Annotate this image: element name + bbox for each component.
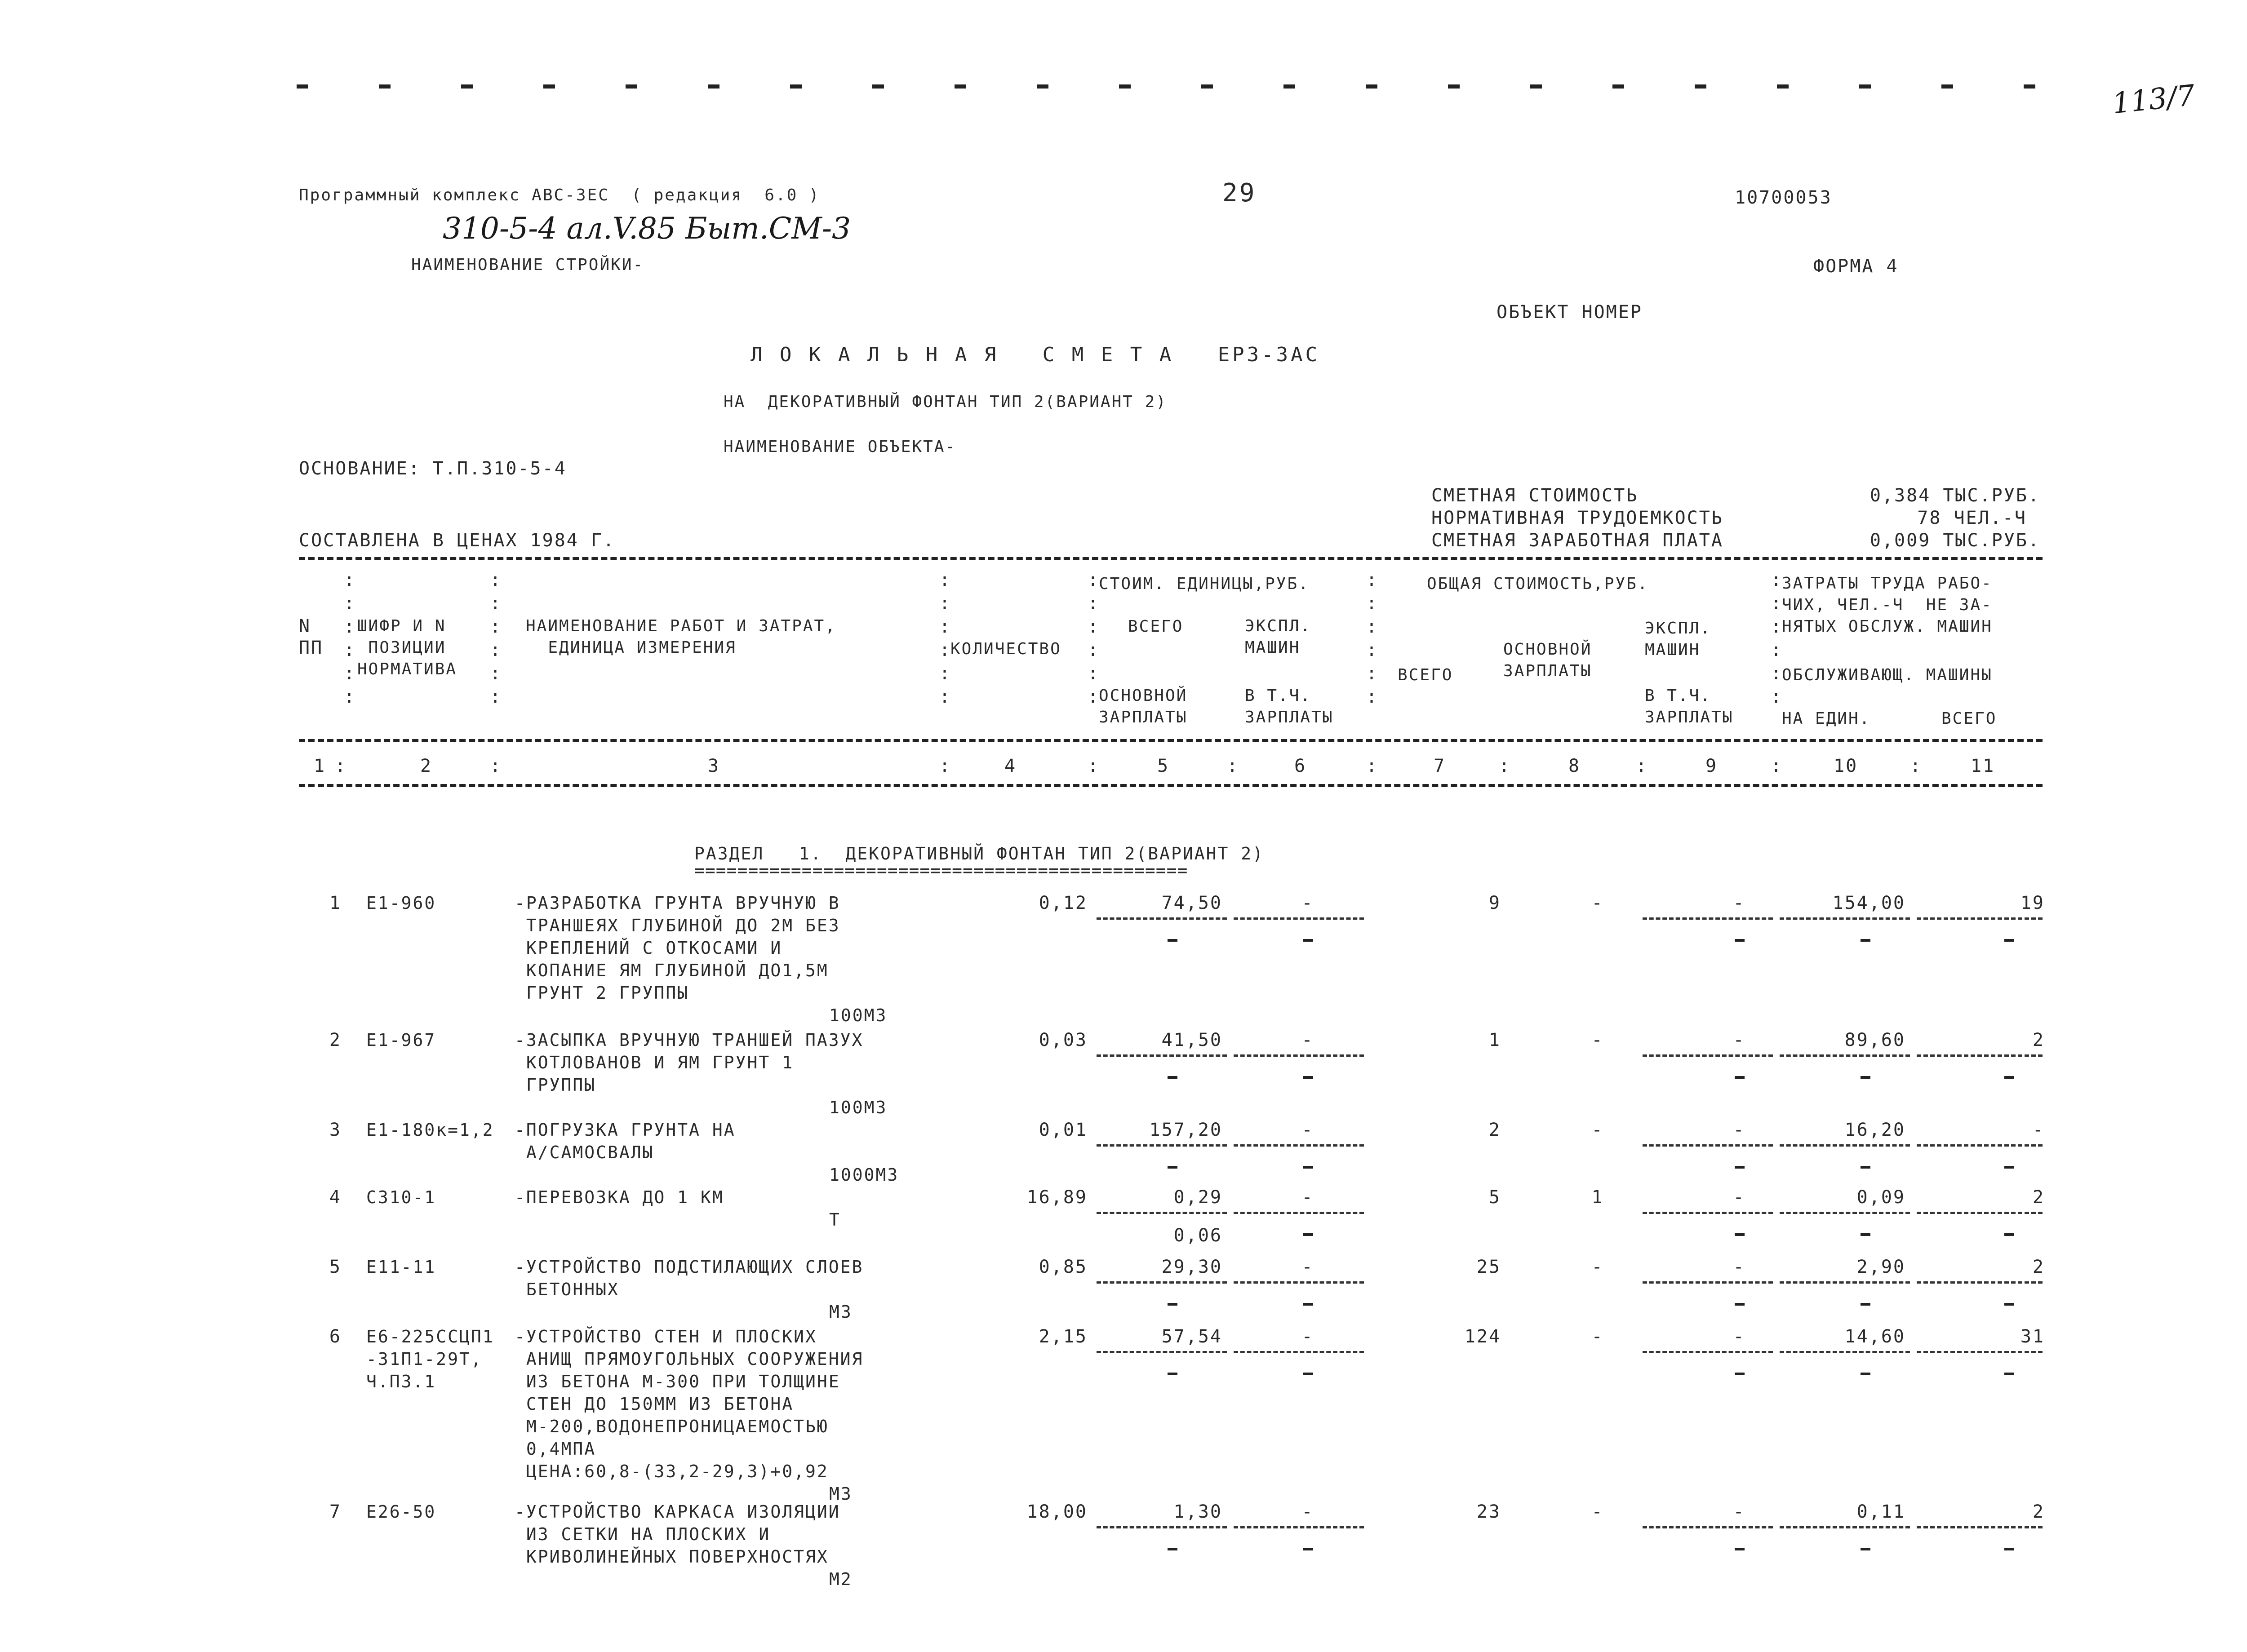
header-rule-bottom <box>299 784 2043 787</box>
row-subline <box>1643 1281 1773 1284</box>
row-placeholder-dash <box>2004 1548 2014 1550</box>
col-sep: : <box>1088 756 1100 776</box>
col-sep: : <box>1910 756 1923 776</box>
perforation-tick <box>297 84 308 89</box>
perforation-tick <box>708 84 719 89</box>
row-description: -УСТРОЙСТВО ПОДСТИЛАЮЩИХ СЛОЕВ БЕТОННЫХ <box>515 1257 864 1299</box>
header-total-all: ВСЕГО <box>1398 666 1453 684</box>
row-unit-price: 74,50 <box>1161 893 1222 913</box>
row-total-machines: - <box>1733 1326 1745 1347</box>
row-labor-total: 19 <box>2020 893 2045 913</box>
col-sep: : : : : : : <box>490 570 502 707</box>
row-number: 1 <box>329 893 342 913</box>
row-number: 3 <box>329 1120 342 1140</box>
row-unit-machines: - <box>1301 1187 1314 1208</box>
row-labor-per-unit: 0,09 <box>1856 1187 1905 1208</box>
row-subline <box>1780 917 1910 920</box>
col-number: 10 <box>1834 756 1858 776</box>
row-placeholder-dash <box>1735 1548 1745 1550</box>
row-total-base-wage: - <box>1591 1326 1604 1347</box>
header-labor-per-unit: НА ЕДИН. <box>1782 709 1871 728</box>
row-placeholder-dash <box>1168 1166 1177 1169</box>
row-unit-price: 41,50 <box>1161 1030 1222 1050</box>
perforation-marks <box>297 84 2031 89</box>
header-unit-machines: ЭКСПЛ. МАШИН <box>1245 617 1312 657</box>
row-total-machines: - <box>1733 1030 1745 1050</box>
header-labor-service: ОБСЛУЖИВАЮЩ. МАШИНЫ <box>1782 666 1993 684</box>
row-code: Е1-960 <box>366 893 436 913</box>
row-subline <box>1780 1351 1910 1353</box>
row-number: 7 <box>329 1501 342 1522</box>
col-sep: : <box>939 756 952 776</box>
perforation-tick <box>2024 84 2035 89</box>
row-code: Е1-180к=1,2 <box>366 1120 494 1140</box>
row-labor-total: 31 <box>2020 1326 2045 1347</box>
row-unit: 100М3 <box>829 1005 888 1025</box>
construction-name-label: НАИМЕНОВАНИЕ СТРОЙКИ- <box>411 256 644 274</box>
row-code: Е11-11 <box>366 1257 436 1277</box>
col-sep: : : : : : : <box>344 570 356 707</box>
perforation-tick <box>1612 84 1624 89</box>
row-subline <box>1780 1212 1910 1214</box>
row-placeholder-dash <box>1303 1233 1313 1236</box>
row-placeholder-dash <box>1303 1548 1313 1550</box>
row-placeholder-dash <box>1168 1548 1177 1550</box>
row-number: 2 <box>329 1030 342 1050</box>
row-placeholder-dash <box>1861 1303 1870 1306</box>
row-description: -УСТРОЙСТВО КАРКАСА ИЗОЛЯЦИИ ИЗ СЕТКИ НА ПЛОСКИХ И КРИВОЛИНЕЙНЫХ ПОВЕРХНОСТЯХ <box>515 1502 840 1567</box>
row-subline <box>1234 917 1364 920</box>
row-unit: 100М3 <box>829 1098 888 1117</box>
row-placeholder-dash <box>1735 939 1745 942</box>
row-subline <box>1643 1351 1773 1353</box>
row-subline <box>1097 1212 1227 1214</box>
row-subline <box>1917 1212 2043 1214</box>
row-quantity: 0,03 <box>1039 1030 1088 1050</box>
col-number: 2 <box>420 756 433 776</box>
row-placeholder-dash <box>1168 1076 1177 1079</box>
header-total-base-wage: ОСНОВНОЙ ЗАРПЛАТЫ <box>1503 640 1592 680</box>
perforation-tick <box>872 84 884 89</box>
row-total-machines: - <box>1733 1257 1745 1277</box>
section-title: РАЗДЕЛ 1. ДЕКОРАТИВНЫЙ ФОНТАН ТИП 2(ВАРИАНТ 2) <box>694 844 1265 864</box>
row-labor-per-unit: 154,00 <box>1832 893 1905 913</box>
header-rule-top <box>299 557 2043 560</box>
row-total: 2 <box>1488 1120 1501 1140</box>
row-subline <box>1097 1526 1227 1528</box>
row-total: 9 <box>1488 893 1501 913</box>
row-unit-base-wage: 0,06 <box>1173 1225 1222 1246</box>
row-placeholder-dash <box>1861 939 1870 942</box>
form-label: ФОРМА 4 <box>1813 256 1899 277</box>
row-quantity: 2,15 <box>1039 1326 1088 1347</box>
row-total: 5 <box>1488 1187 1501 1208</box>
row-number: 5 <box>329 1257 342 1277</box>
row-placeholder-dash <box>1735 1166 1745 1169</box>
perforation-tick <box>1201 84 1213 89</box>
row-subline <box>1643 917 1773 920</box>
row-subline <box>1917 1054 2043 1057</box>
row-placeholder-dash <box>1303 1076 1313 1079</box>
row-placeholder-dash <box>1735 1233 1745 1236</box>
handwritten-reference: 310-5-4 ал.V.85 Быт.СМ-3 <box>443 211 851 246</box>
row-placeholder-dash <box>1303 1166 1313 1169</box>
row-labor-total: 2 <box>2032 1257 2045 1277</box>
summary-value-wage: 0,009 ТЫС.РУБ. <box>1870 530 2040 551</box>
row-description: -УСТРОЙСТВО СТЕН И ПЛОСКИХ АНИЩ ПРЯМОУГОЛЬНЫХ СООРУЖЕНИЯ ИЗ БЕТОНА М-300 ПРИ ТОЛЩИНЕ СТЕН ДО 150ММ ИЗ БЕТОНА М-200,ВОДОНЕПРОНИЦАЕМОСТЬЮ 0,4МПА ЦЕНА:60,8-(33,2-29,3)+0,92 <box>515 1327 864 1481</box>
row-subline <box>1234 1351 1364 1353</box>
row-placeholder-dash <box>1303 1303 1313 1306</box>
row-placeholder-dash <box>1168 939 1177 942</box>
row-labor-per-unit: 16,20 <box>1844 1120 1905 1140</box>
row-labor-total: 2 <box>2032 1030 2045 1050</box>
row-placeholder-dash <box>2004 1233 2014 1236</box>
row-placeholder-dash <box>1735 1303 1745 1306</box>
col-sep: : <box>1227 756 1239 776</box>
perforation-tick <box>543 84 555 89</box>
row-description: -РАЗРАБОТКА ГРУНТА ВРУЧНУЮ В ТРАНШЕЯХ ГЛУБИНОЙ ДО 2М БЕЗ КРЕПЛЕНИЙ С ОТКОСАМИ И КОПАНИЕ ЯМ ГЛУБИНОЙ ДО1,5М ГРУНТ 2 ГРУППЫ <box>515 893 840 1003</box>
header-rule-mid <box>299 739 2043 742</box>
row-unit: М2 <box>829 1569 853 1589</box>
row-subline <box>1097 1054 1227 1057</box>
row-labor-per-unit: 14,60 <box>1844 1326 1905 1347</box>
row-subline <box>1234 1526 1364 1528</box>
row-total-base-wage: - <box>1591 1501 1604 1522</box>
perforation-tick <box>1448 84 1460 89</box>
row-subline <box>1917 1526 2043 1528</box>
perforation-tick <box>1037 84 1048 89</box>
row-total: 1 <box>1488 1030 1501 1050</box>
perforation-tick <box>461 84 473 89</box>
perforation-tick <box>1366 84 1377 89</box>
row-description: -ПЕРЕВОЗКА ДО 1 КМ <box>515 1187 724 1207</box>
perforation-tick <box>1530 84 1542 89</box>
row-total-base-wage: - <box>1591 1030 1604 1050</box>
row-total-base-wage: - <box>1591 1120 1604 1140</box>
row-unit-machines: - <box>1301 1326 1314 1347</box>
row-subline <box>1917 1351 2043 1353</box>
summary-label-cost: СМЕТНАЯ СТОИМОСТЬ <box>1431 485 1639 506</box>
row-labor-per-unit: 89,60 <box>1844 1030 1905 1050</box>
row-placeholder-dash <box>1861 1233 1870 1236</box>
col-sep: : <box>1771 756 1783 776</box>
summary-label-labor: НОРМАТИВНАЯ ТРУДОЕМКОСТЬ <box>1431 508 1723 528</box>
col-number: 7 <box>1434 756 1446 776</box>
row-code: Е6-225ССЦП1 -31П1-29Т, Ч.П3.1 <box>366 1327 494 1391</box>
row-unit-machines: - <box>1301 1501 1314 1522</box>
col-sep: : : : : : : <box>1771 570 1783 707</box>
col-number: 4 <box>1004 756 1017 776</box>
col-number: 8 <box>1568 756 1581 776</box>
row-number: 6 <box>329 1326 342 1347</box>
row-subline <box>1234 1281 1364 1284</box>
row-total-base-wage: - <box>1591 1257 1604 1277</box>
row-code: С310-1 <box>366 1187 436 1207</box>
perforation-tick <box>1283 84 1295 89</box>
row-placeholder-dash <box>1168 1373 1177 1375</box>
row-quantity: 0,12 <box>1039 893 1088 913</box>
row-subline <box>1097 1281 1227 1284</box>
row-subline <box>1234 1212 1364 1214</box>
row-total: 124 <box>1464 1326 1501 1347</box>
row-unit-machines: - <box>1301 1257 1314 1277</box>
perforation-tick <box>1695 84 1706 89</box>
col-sep: : <box>490 756 502 776</box>
perforation-tick <box>626 84 637 89</box>
row-unit-price: 29,30 <box>1161 1257 1222 1277</box>
summary-value-labor: 78 ЧЕЛ.-Ч <box>1917 508 2027 528</box>
col-sep: : : : : : : <box>1366 570 1379 707</box>
row-placeholder-dash <box>1861 1548 1870 1550</box>
row-subline <box>1097 1351 1227 1353</box>
header-total-cost: ОБЩАЯ СТОИМОСТЬ,РУБ. <box>1427 575 1649 593</box>
header-unit-total: ВСЕГО <box>1128 617 1184 636</box>
row-unit: М3 <box>829 1302 853 1322</box>
row-placeholder-dash <box>2004 1303 2014 1306</box>
row-placeholder-dash <box>2004 939 2014 942</box>
row-subline <box>1643 1144 1773 1147</box>
header-code: ШИФР И N ПОЗИЦИИ НОРМАТИВА <box>357 617 457 678</box>
row-subline <box>1780 1054 1910 1057</box>
row-code: Е26-50 <box>366 1502 436 1522</box>
page-mark: 113/7 <box>2110 79 2197 121</box>
perforation-tick <box>1859 84 1871 89</box>
header-labor-total: ВСЕГО <box>1941 709 1997 728</box>
row-subline <box>1234 1054 1364 1057</box>
col-number: 1 <box>314 756 326 776</box>
perforation-tick <box>1777 84 1789 89</box>
row-subline <box>1780 1526 1910 1528</box>
row-labor-per-unit: 2,90 <box>1856 1257 1905 1277</box>
row-quantity: 16,89 <box>1026 1187 1088 1208</box>
col-number: 3 <box>708 756 720 776</box>
row-subline <box>1780 1281 1910 1284</box>
row-subline <box>1780 1144 1910 1147</box>
col-sep: : <box>1499 756 1511 776</box>
row-subline <box>1917 917 2043 920</box>
row-quantity: 0,01 <box>1039 1120 1088 1140</box>
document-title: Л О К А Л Ь Н А Я С М Е Т А ЕР3-3АС <box>750 343 1320 366</box>
doc-code: 10700053 <box>1735 187 1832 208</box>
row-unit-machines: - <box>1301 1030 1314 1050</box>
perforation-tick <box>379 84 391 89</box>
col-sep: : <box>335 756 347 776</box>
row-code: Е1-967 <box>366 1030 436 1050</box>
row-placeholder-dash <box>1303 939 1313 942</box>
row-unit: 1000М3 <box>829 1165 899 1185</box>
row-labor-total: 2 <box>2032 1187 2045 1208</box>
header-quantity: КОЛИЧЕСТВО <box>950 640 1061 658</box>
row-unit-price: 1,30 <box>1173 1501 1222 1522</box>
perforation-tick <box>1941 84 1953 89</box>
row-total-machines: - <box>1733 1187 1745 1208</box>
row-placeholder-dash <box>1303 1373 1313 1375</box>
row-quantity: 0,85 <box>1039 1257 1088 1277</box>
col-number: 11 <box>1971 756 1995 776</box>
program-name: Программный комплекс АВС-3ЕС ( редакция 6.0 ) <box>299 186 820 204</box>
object-number-label: ОБЪЕКТ НОМЕР <box>1497 302 1643 323</box>
row-unit: Т <box>829 1210 841 1230</box>
header-name: НАИМЕНОВАНИЕ РАБОТ И ЗАТРАТ, ЕДИНИЦА ИЗМЕРЕНИЯ <box>526 617 836 657</box>
col-sep: : <box>1366 756 1379 776</box>
row-placeholder-dash <box>1168 1303 1177 1306</box>
row-placeholder-dash <box>2004 1373 2014 1375</box>
header-total-machines: ЭКСПЛ. МАШИН <box>1645 619 1712 659</box>
row-total-machines: - <box>1733 1120 1745 1140</box>
section-underline: ============================================== <box>694 860 1188 880</box>
summary-value-cost: 0,384 ТЫС.РУБ. <box>1870 485 2040 506</box>
header-num: N ПП <box>299 616 324 658</box>
summary-label-wage: СМЕТНАЯ ЗАРАБОТНАЯ ПЛАТА <box>1431 530 1723 551</box>
row-unit-price: 57,54 <box>1161 1326 1222 1347</box>
basis-label: ОСНОВАНИЕ: Т.П.310-5-4 <box>299 458 567 479</box>
row-total: 25 <box>1476 1257 1501 1277</box>
row-subline <box>1643 1212 1773 1214</box>
row-subline <box>1917 1144 2043 1147</box>
row-description: -ЗАСЫПКА ВРУЧНУЮ ТРАНШЕЙ ПАЗУХ КОТЛОВАНОВ И ЯМ ГРУНТ 1 ГРУППЫ <box>515 1030 864 1095</box>
row-subline <box>1097 917 1227 920</box>
header-total-incl-wage: В Т.Ч. ЗАРПЛАТЫ <box>1645 686 1734 726</box>
row-unit-price: 0,29 <box>1173 1187 1222 1208</box>
document-subject: НА ДЕКОРАТИВНЫЙ ФОНТАН ТИП 2(ВАРИАНТ 2) <box>724 393 1167 411</box>
object-name-label: НАИМЕНОВАНИЕ ОБЪЕКТА- <box>724 438 957 456</box>
row-unit-machines: - <box>1301 1120 1314 1140</box>
row-number: 4 <box>329 1187 342 1208</box>
page-number: 29 <box>1222 178 1257 208</box>
row-total-machines: - <box>1733 1501 1745 1522</box>
col-sep: : <box>1636 756 1648 776</box>
row-quantity: 18,00 <box>1026 1501 1088 1522</box>
header-unit-cost: СТОИМ. ЕДИНИЦЫ,РУБ. <box>1099 575 1310 593</box>
header-labor: ЗАТРАТЫ ТРУДА РАБО- ЧИХ, ЧЕЛ.-Ч НЕ ЗА- НЯТЫХ ОБСЛУЖ. МАШИН <box>1782 574 1993 636</box>
row-placeholder-dash <box>1735 1373 1745 1375</box>
col-sep: : : : : : : <box>939 570 952 707</box>
row-placeholder-dash <box>1861 1076 1870 1079</box>
col-number: 6 <box>1294 756 1307 776</box>
row-total: 23 <box>1476 1501 1501 1522</box>
row-labor-total: 2 <box>2032 1501 2045 1522</box>
row-subline <box>1917 1281 2043 1284</box>
row-placeholder-dash <box>2004 1076 2014 1079</box>
row-total-machines: - <box>1733 893 1745 913</box>
col-number: 5 <box>1157 756 1170 776</box>
row-subline <box>1234 1144 1364 1147</box>
col-number: 9 <box>1705 756 1718 776</box>
col-sep: : : : : : : <box>1088 570 1100 707</box>
row-placeholder-dash <box>1735 1076 1745 1079</box>
row-unit-machines: - <box>1301 893 1314 913</box>
row-total-base-wage: 1 <box>1591 1187 1604 1208</box>
perforation-tick <box>1119 84 1131 89</box>
row-subline <box>1643 1054 1773 1057</box>
header-unit-base-wage: ОСНОВНОЙ ЗАРПЛАТЫ <box>1099 686 1188 726</box>
prices-basis-label: СОСТАВЛЕНА В ЦЕНАХ 1984 Г. <box>299 530 616 551</box>
row-placeholder-dash <box>2004 1166 2014 1169</box>
perforation-tick <box>790 84 802 89</box>
row-subline <box>1097 1144 1227 1147</box>
row-description: -ПОГРУЗКА ГРУНТА НА А/САМОСВАЛЫ <box>515 1120 736 1162</box>
perforation-tick <box>955 84 966 89</box>
row-unit-price: 157,20 <box>1149 1120 1222 1140</box>
row-labor-per-unit: 0,11 <box>1856 1501 1905 1522</box>
row-placeholder-dash <box>1861 1373 1870 1375</box>
row-labor-total: - <box>2032 1120 2045 1140</box>
row-unit: М3 <box>829 1484 853 1504</box>
header-unit-incl-wage: В Т.Ч. ЗАРПЛАТЫ <box>1245 686 1334 726</box>
row-subline <box>1643 1526 1773 1528</box>
row-placeholder-dash <box>1861 1166 1870 1169</box>
row-total-base-wage: - <box>1591 893 1604 913</box>
